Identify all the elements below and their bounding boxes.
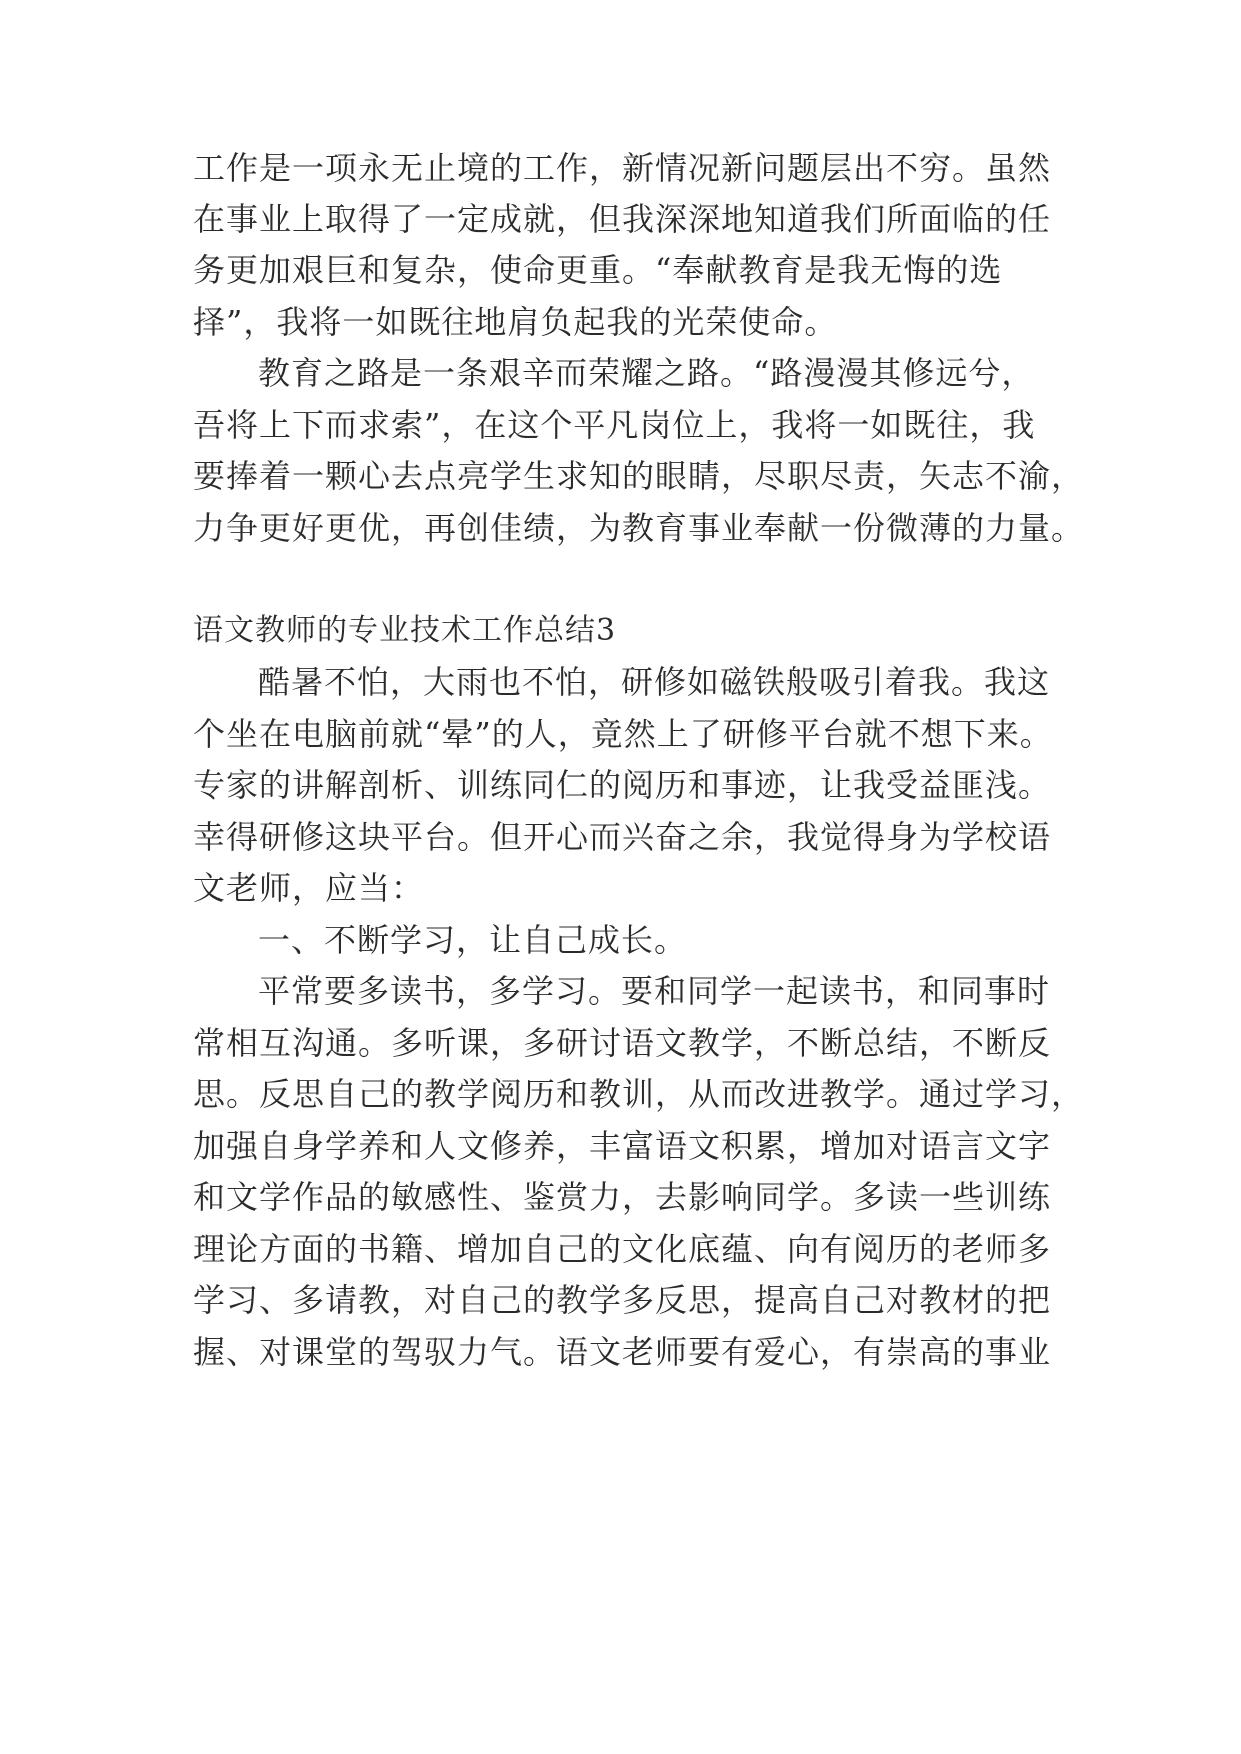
body-text-line: 和文学作品的敏感性、鉴赏力，去影响同学。多读一些训练: [193, 1178, 1052, 1216]
body-text-line: 思。反思自己的教学阅历和教训，从而改进教学。通过学习，: [193, 1075, 1085, 1113]
body-text-line: 平常要多读书，多学习。要和同学一起读书，和同事时: [258, 972, 1051, 1010]
body-text-line: 工作是一项永无止境的工作，新情况新问题层出不穷。虽然: [193, 149, 1052, 187]
body-text-line: 要捧着一颗心去点亮学生求知的眼睛，尽职尽责，矢志不渝，: [193, 457, 1085, 495]
body-text-line: 酷暑不怕，大雨也不怕，研修如磁铁般吸引着我。我这: [258, 663, 1051, 701]
body-text-line: 吾将上下而求索”，在这个平凡岗位上，我将一如既往，我: [193, 406, 1036, 444]
body-text-line: 一、不断学习，让自己成长。: [258, 921, 688, 959]
body-text-line: 力争更好更优，再创佳绩，为教育事业奉献一份微薄的力量。: [193, 509, 1085, 547]
body-text-line: 个坐在电脑前就“晕”的人，竟然上了研修平台就不想下来。: [193, 715, 1053, 753]
section-heading: 语文教师的专业技术工作总结3: [193, 613, 617, 648]
body-text-line: 在事业上取得了一定成就，但我深深地知道我们所面临的任: [193, 200, 1052, 238]
body-text-line: 学习、多请教，对自己的教学多反思，提高自己对教材的把: [193, 1281, 1052, 1319]
body-text-line: 择”，我将一如既往地肩负起我的光荣使命。: [193, 303, 838, 341]
body-text-line: 教育之路是一条艰辛而荣耀之路。“路漫漫其修远兮，: [258, 354, 1035, 392]
body-text-line: 专家的讲解剖析、训练同仁的阅历和事迹，让我受益匪浅。: [193, 766, 1052, 804]
body-text-line: 常相互沟通。多听课，多研讨语文教学，不断总结，不断反: [193, 1024, 1052, 1062]
body-text-line: 务更加艰巨和复杂，使命更重。“奉献教育是我无悔的选: [193, 251, 1003, 289]
body-text-line: 理论方面的书籍、增加自己的文化底蕴、向有阅历的老师多: [193, 1230, 1052, 1268]
body-text-line: 加强自身学养和人文修养，丰富语文积累，增加对语言文字: [193, 1127, 1052, 1165]
body-text-line: 握、对课堂的驾驭力气。语文老师要有爱心，有崇高的事业: [193, 1333, 1052, 1371]
body-text-line: 文老师，应当：: [193, 869, 425, 907]
body-text-line: 幸得研修这块平台。但开心而兴奋之余，我觉得身为学校语: [193, 818, 1052, 856]
